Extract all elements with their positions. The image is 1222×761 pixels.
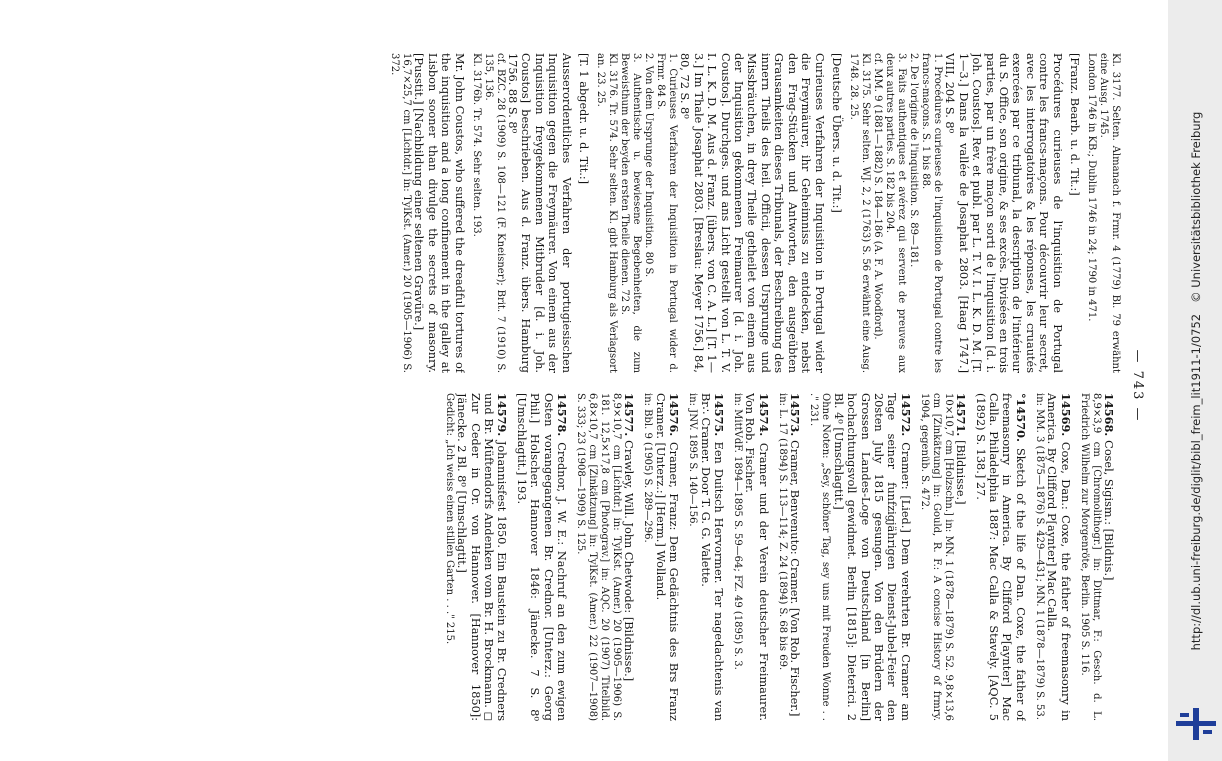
catalog-entry — [954, 393, 967, 721]
page-content-rotated — [95, 41, 1155, 731]
entry-text: Ohne Noten: „Sey, schöner Tag, sey uns mit Freuden Wonne . . ." 231. — [808, 393, 832, 721]
entry-text: Een Duitsch Hervormer. Ter nagedachtenis van Br∴ Cramer. Door T. G. G. Valette. — [698, 393, 726, 721]
entry-text: in: Bbl. 9 (1905) S. 289—296. — [642, 393, 654, 543]
entry-number: 14577. — [622, 393, 637, 441]
entry-text: Johannisfest 1850. Ein Baustein zu Br. Credners und Br. Müftendorfs Andenken vom Br. H. Brockmann. ◻ Zur Ceder in Or. von Hannover. [Hannover 1850]: Jänecke. 2 Bl. 8⁰ [Umschlagtit.] — [455, 393, 509, 721]
entry-note — [807, 393, 831, 721]
entry-number: 14571. — [954, 393, 969, 441]
catalog-entry — [788, 393, 801, 721]
entry-number: °14570. — [1013, 393, 1028, 448]
catalog-entry — [653, 393, 680, 721]
catalog-entry — [1045, 393, 1072, 721]
left-paragraph: Mr. John Coustos, who suffered the dreadful tortures of the inquisition and a long confinement in the galley at Lisbon sooner than divulge the secrets of masonry. [Pusstit.] [Nachbildung einer seltenen Gravüre.] — [412, 53, 466, 373]
left-paragraph: 2. Von dem Ursprunge der Inquisition. 80 S. — [643, 53, 655, 278]
catalog-entry — [622, 393, 635, 721]
entry-text: in: L. 17 (1894) S. 113—114; Z. 24 (1894) S. 68 bis 69. — [776, 393, 788, 671]
catalog-entry — [831, 393, 911, 721]
source-url[interactable]: http://dl.ub.uni-freiburg.de/diglit/bibl_freim_lit1911-1/0752 — [1189, 313, 1203, 650]
left-column — [101, 53, 1121, 373]
entry-text: Sketch of the life of Dan. Coxe, the father of freemasonry in America. By Clifford P[aynter] Mac Calla. Philadelphia 1887: Mac Calla & Stavely. [AQC. 5 (1892) S. 138.] 27. — [973, 393, 1027, 721]
entry-number: 14576. — [667, 393, 682, 443]
left-paragraph: Procédures curieuses de l'inquisition de Portugal contre les francs-maçons. Pour découvrir leur secret, avec les interrogatoires & les réponses, les cruautés exercées par ce tribunal, la description de l'intérieur du S. Office, son origine, & ses excès. Divisées en trois parties, par un frère maçon sorti de l'inquisition [d. i. Joh. Coustos]. Rev. et publ. par L. T. V. I. L. K. D. M. [T. 1—3.] Dans la vallée de Josaphat 2803. [Haag 1747.] VIII, 204 S. 8⁰ — [943, 53, 1064, 373]
entry-note — [686, 393, 698, 721]
left-paragraph: Kl. 3176b. Tr. 574. Sehr selten. 193. — [470, 53, 482, 237]
entry-text: Cramer: [Lied.] Dem verehrten Br. Cramer am Tage seiner funfzigjährigen Dienst-Jubel-Feier den 20sten July 1815 gesungen. Von den Brüdern der Grossen Landes-Loge von Deutschland [in Berlin] hochachtungsvoll gewidmet. Berlin [1815]: Dieterici. 2 Bl. 4⁰ [Umschlagtit.] — [831, 393, 912, 721]
left-paragraph: Curieuses Verfahren der Inquisition in Portugal wider die Freymäurer, ihr Geheimniss zu entdecken, nebst den Frag-Stücken und Antworten, den ausgeübten Grausamkeiten dieses Tribunals, der Beschreibung des innern Theils des heil. Officii, dessen Ursprunge und Missbräuchen, in drey Theile getheilet von einem aus der Inquisition gekommenen Freimaurer [d. i. Joh. Coustos]. Durchges. und ans Licht gestellt von L. T. V. I. L. K. D. M. Aus d. Franz. [übers. von C. A. L.] [T. 1—3.] Im Thale Josaphat 2803. [Breslau: Meyer 1756.] 84, 80, 72 S. 8⁰ — [678, 53, 826, 373]
page-number: — 743 — — [1130, 349, 1145, 423]
entry-note — [641, 393, 653, 721]
entry-text: Cramer und der Verein deutscher Freimaurer. Von Rob. Fischer. — [743, 393, 770, 721]
left-paragraph: 1. Procédures curieuses de l'inquisition de Portugal contre les francs-maçons. S. 1 bis 88. — [919, 53, 943, 373]
left-paragraph: Ausserordentliches Verfahren der portugiesischen Inquisition gegen die Freymäurer. Von einem aus der Inquisition freygekommenen Mitbruder [d. i. Joh. Coustos] beschrieben. Aus d. Franz. übers. Hamburg 1756. 88 S. 8⁰ — [506, 53, 573, 373]
catalog-entry — [455, 393, 509, 721]
entry-number: 14573. — [788, 393, 803, 441]
left-paragraph: cf. MM. 9 (1881—1882) S. 184—186 (A. F. A. Woodford). — [871, 53, 883, 340]
entry-number: 14574. — [756, 393, 771, 443]
copyright-text: © Universitätsbibliothek Freiburg — [1189, 111, 1203, 303]
entry-note — [918, 393, 954, 721]
entry-text: in: JNV. 1895 S. 140—156. — [687, 393, 699, 527]
entry-text: in: MM. 3 (1875—1876) S. 429—431; MN. 1 (1878—1879) S. 53. — [1033, 393, 1045, 720]
left-paragraph: 2. De l'origine de l'inquisition. S. 89—181. — [907, 53, 919, 268]
entry-number: 14575. — [712, 393, 727, 442]
left-paragraph: cf. BZC. 28 (1909) S. 108—121 (F. Kneisner); Brit. 7 (1910) S. 135, 136. — [482, 53, 506, 373]
entry-note — [574, 393, 622, 721]
sidebar-source-text — [1172, 0, 1220, 761]
catalog-entry — [743, 393, 770, 721]
catalog-entry — [973, 393, 1027, 721]
entry-text: 8,9×3,9 cm [Chromolithogr.] in: Dittmar, F.: Gesch. d. L. Friedrich Wilhelm zur Morgenröte, Berlin. 1905 S. 116. — [1078, 393, 1102, 721]
left-paragraph: Kl. 3176. Tr. 574. Sehr selten. Kl. gibt Hamburg als Verlagsort an. 23. 25. — [595, 53, 619, 373]
entry-note — [1033, 393, 1045, 721]
entry-number: 14579. — [495, 393, 510, 441]
left-paragraph: 16,7×25,7 cm [Lichtdr.] in: TylKst. (Amer.) 20 (1905—1906) S. 372. — [389, 53, 412, 373]
left-paragraph: Kl. 3177. Selten. Almanach f. Frmr. 4 (1779) Bl. 79 erwähnt eine Ausg. 1745. — [1098, 53, 1121, 373]
entry-text: Cosel, Sigism.: [Bildnis.] — [1102, 440, 1115, 581]
left-paragraph: [T. 1 abgedr. u. d. Tit.:] — [577, 53, 591, 185]
left-paragraph: London 1746 in KB.; Dublin 1746 in 24; 1790 in 471. — [1086, 53, 1097, 322]
entry-text: Crawley, Will. John Chetwode: [Bildnisse.] — [622, 440, 636, 682]
catalog-entry — [514, 393, 568, 721]
right-column — [101, 393, 1121, 721]
entry-text: [Bildnisse.] — [954, 440, 968, 505]
entry-note — [731, 393, 743, 721]
entry-note — [776, 393, 788, 721]
left-paragraph: [Franz. Bearb. u. d. Tit.:] — [1068, 53, 1081, 196]
entry-text: Coxe, Dan.: Coxe, the father of freemasonry in America. By Clifford P[aynter] Mac Calla. — [1045, 393, 1072, 721]
entry-text: 10×10,7 cm [Holzschn.] in: MN. 1 (1878—1879) S. 52. 9,8×13,6 cm [Zinkätzung] in: Gould, R. F.: A concise History of frmry. 1904, gegenüb. S. 472. — [918, 393, 954, 721]
ub-freiburg-logo-icon — [1176, 708, 1216, 740]
catalog-entry — [1102, 393, 1115, 721]
entry-note — [443, 393, 455, 721]
left-paragraph: 3. Faits authentiques et avérez qui servent de preuves aux deux autres parties. S. 182 bis 204. — [883, 53, 907, 373]
entry-text: Crednor, J. W. E.: Nachruf an den zum ewigen Osten vorangegangenen Br. Crednor. [Unterz.: Georg Phil.] Holscher. Hannover 1846: Jänecke. 7 S. 8⁰ [Umschlagtit.] 193. — [514, 393, 569, 721]
entry-text: Gedicht: „Ich weiss einen stillen Garten . . ." 215. — [443, 393, 455, 645]
entry-text: Cramer, Benvenuto: Cramer. [Von Rob. Fischer.] — [788, 440, 802, 717]
entry-number: 14569. — [1058, 393, 1073, 442]
left-paragraph: Kl. 3175. Sehr selten. WJ. 2, 2 (1763) S. 56 erwähnt eine Ausg. 1748. 28. 25. — [847, 53, 871, 373]
left-paragraph: 1. Curieuses Verfahren der Inquisition in Portugal wider d. Frmr. 84 S. — [655, 53, 679, 373]
scanned-page — [95, 41, 1155, 731]
left-paragraph: [Deutsche Übers. u. d. Tit.:] — [829, 53, 843, 213]
entry-number: 14572. — [898, 393, 913, 443]
entry-number: 14568. — [1102, 393, 1116, 441]
entry-text: in: MittVdF. 1894—1895 S. 59—64; FZ. 49 (1895) S. 3. — [732, 393, 744, 670]
entry-text: 8,9×10,7 cm [Lichtdr.] in: TylKst. (Amer.) 20 (1905—1906) S. 181. 12,5×17,8 cm [Photograv.] in: AQC. 20 (1907) Titelbild. 6,8×10,7 cm [Zinkätzung] in: TylKst. (Amer.) 22 (1907—1908) S. 333; 23 (1908—1909) S. 125. — [575, 393, 623, 721]
entry-note — [1078, 393, 1102, 721]
entry-number: 14578. — [555, 393, 570, 443]
logo-shape — [1176, 708, 1216, 740]
catalog-entry — [698, 393, 725, 721]
entry-text: Cramer, Franz: Dem Gedächtnis des Brs Franz Cramer. [Unterz.:] [Herm.] Wolland. — [653, 393, 681, 721]
left-paragraph: 3. Authentische u. bewiesene Begebenheiten, die zum Beweisthum der beyden ersten Theile dienen. 72 S. — [619, 53, 643, 373]
